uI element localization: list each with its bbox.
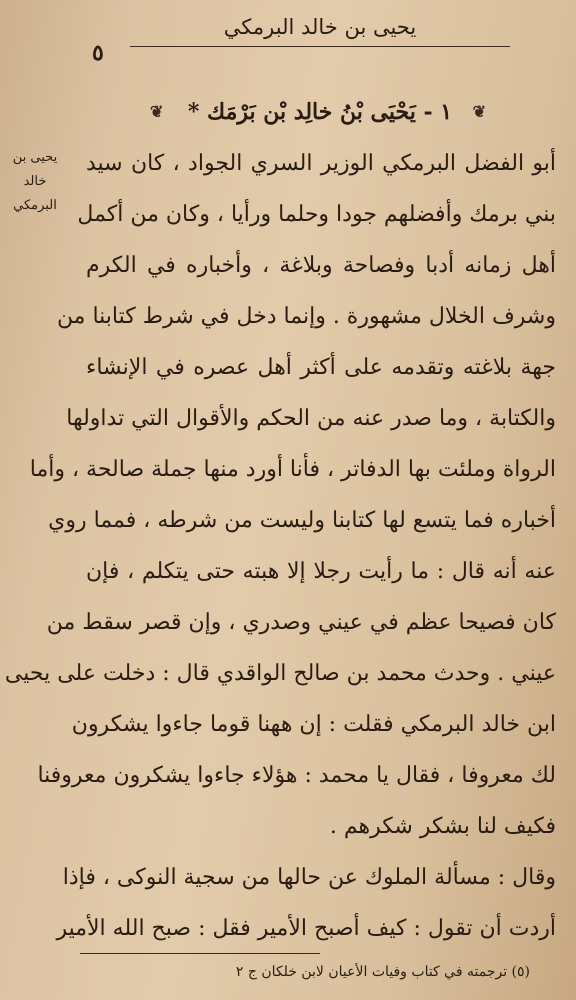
- chapter-title: [150, 92, 486, 132]
- text-line: جهة بلاغته وتقدمه على أكثر أهل عصره في الإنشاء: [86, 355, 556, 380]
- text-line: أهل زمانه أدبا وفصاحة وبلاغة ، وأخباره في الكرم: [86, 253, 556, 278]
- text-line: أردت أن تقول : كيف أصبح الأمير فقل : صبح الله الأمير: [56, 916, 556, 941]
- page-number: ٥: [92, 40, 104, 66]
- text-line: والكتابة ، وما صدر عنه من الحكم والأقوال التي تداولها: [66, 406, 556, 431]
- ornament-left-icon: ❦: [150, 102, 164, 121]
- text-line: عنه أنه قال : ما رأيت رجلا إلا هبته حتى يتكلم ، فإن: [86, 559, 556, 584]
- text-line: ابن خالد البرمكي فقلت : إن ههنا قوما جاءوا يشكرون: [71, 712, 556, 737]
- footnote-divider: [80, 953, 320, 954]
- text-line: لك معروفا ، فقال يا محمد : هؤلاء جاءوا يشكرون معروفنا: [37, 763, 556, 788]
- text-line: عيني . وحدث محمد بن صالح الواقدي قال : دخلت على يحيى: [4, 661, 556, 686]
- footnote: (٥) ترجمته في كتاب وفيات الأعيان لابن خلكان ج ٢: [235, 964, 530, 980]
- text-line: وقال : مسألة الملوك عن حالها من سجية النوكى ، فإذا: [62, 865, 556, 890]
- text-line: بني برمك وأفضلهم جودا وحلما ورأيا ، وكان من أكمل: [77, 202, 556, 227]
- text-line: فكيف لنا بشكر شكرهم .: [329, 814, 556, 839]
- ornament-right-icon: ❦: [472, 102, 486, 121]
- running-head: يحيى بن خالد البرمكي: [130, 8, 510, 47]
- text-line: كان فصيحا عظم في عيني وصدري ، وإن قصر سقط من: [46, 610, 556, 635]
- text-line: أبو الفضل البرمكي الوزير السري الجواد ، كان سيد: [86, 151, 556, 176]
- text-line: وشرف الخلال مشهورة . وإنما دخل في شرط كتابنا من: [56, 304, 556, 329]
- margin-note-line: البرمكي: [13, 198, 57, 213]
- margin-note-line: يحيى بن خالد: [12, 150, 58, 189]
- chapter-title-text: ١ - يَحْيَى بْنُ خالِد بْن بَرْمَك *: [187, 99, 453, 125]
- text-line: أخباره فما يتسع لها كتابنا وليست من شرطه ، فمما روي: [48, 508, 556, 533]
- text-line: الرواة وملئت بها الدفاتر ، فأنا أورد منها جملة صالحة ، وأما: [29, 457, 556, 482]
- margin-note: [4, 146, 66, 218]
